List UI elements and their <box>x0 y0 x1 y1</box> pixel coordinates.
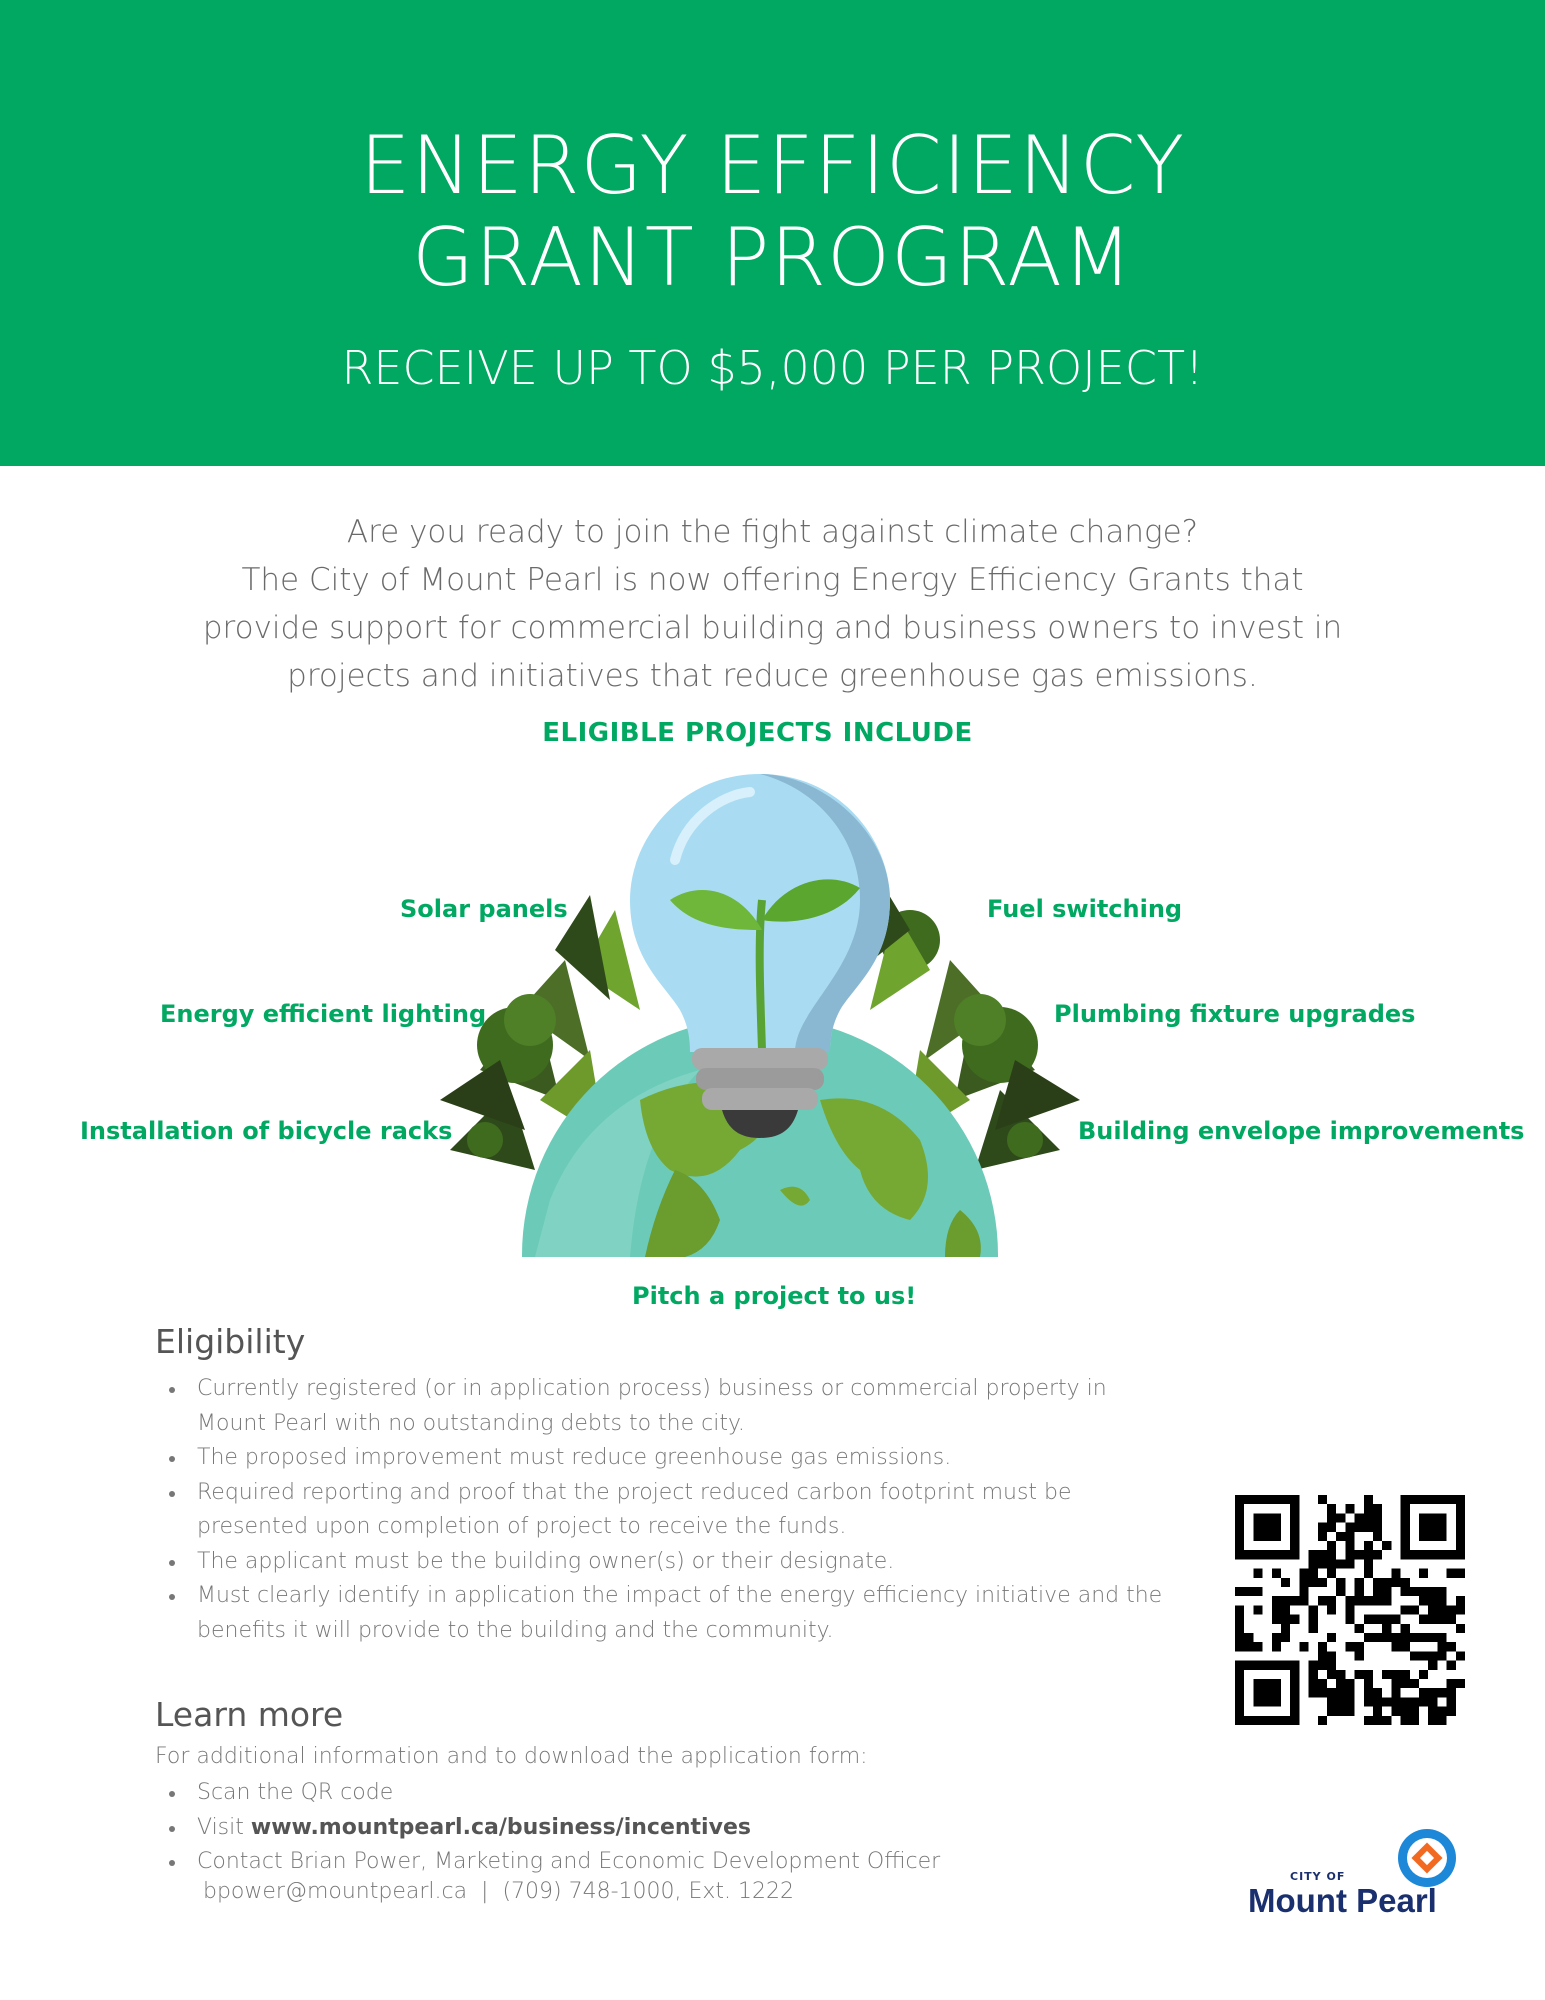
learn-more-list <box>155 1776 1155 1880</box>
eligibility-list <box>155 1372 1165 1648</box>
lightbulb-earth-illustration <box>440 770 1080 1260</box>
eligibility-heading: Eligibility <box>155 1322 306 1361</box>
intro-line-4: projects and initiatives that reduce greenhouse gas emissions. <box>287 658 1258 694</box>
learn-more-heading: Learn more <box>155 1695 344 1734</box>
city-of-mount-pearl-logo <box>1245 1826 1470 1922</box>
pearl-emblem-icon <box>1395 1826 1459 1890</box>
eligible-projects-heading: ELIGIBLE PROJECTS INCLUDE <box>542 718 973 748</box>
intro-paragraph <box>120 508 1425 700</box>
project-solar-panels: Solar panels <box>400 895 568 923</box>
qr-code[interactable] <box>1235 1495 1465 1725</box>
intro-line-2: The City of Mount Pearl is now offering Energy Efficiency Grants that <box>241 562 1304 598</box>
title-line-1: ENERGY EFFICIENCY <box>359 119 1186 212</box>
project-bicycle-racks: Installation of bicycle racks <box>80 1117 453 1145</box>
eligibility-item: The applicant must be the building owner(s) or their designate. <box>155 1545 1165 1580</box>
project-plumbing-fixture-upgrades: Plumbing fixture upgrades <box>1054 1000 1416 1028</box>
incentives-link[interactable]: www.mountpearl.ca/business/incentives <box>250 1814 751 1840</box>
intro-line-3: provide support for commercial building and business owners to invest in <box>202 610 1343 646</box>
contact-details: bpower@mountpearl.ca | (709) 748-1000, Ext. 1222 <box>203 1879 795 1904</box>
eligibility-item: Currently registered (or in application process) business or commercial property in Mount Pearl with no outstanding debts to the city. <box>155 1372 1165 1441</box>
intro-line-1: Are you ready to join the fight against climate change? <box>346 514 1199 550</box>
project-pitch: Pitch a project to us! <box>632 1282 917 1310</box>
learn-more-item-visit <box>155 1811 1155 1846</box>
project-building-envelope: Building envelope improvements <box>1078 1117 1525 1145</box>
logo-name: Mount Pearl <box>1248 1882 1437 1919</box>
eligibility-item: Required reporting and proof that the project reduced carbon footprint must be presented upon completion of project to receive the funds. <box>155 1476 1165 1545</box>
project-fuel-switching: Fuel switching <box>987 895 1183 923</box>
project-energy-efficient-lighting: Energy efficient lighting <box>160 1000 487 1028</box>
title-line-2: GRANT PROGRAM <box>411 211 1134 304</box>
learn-more-lead: For additional information and to download the application form: <box>155 1744 868 1769</box>
eligibility-item: Must clearly identify in application the impact of the energy efficiency initiative and the benefits it will provide to the building and the community. <box>155 1579 1165 1648</box>
page-title <box>0 120 1545 304</box>
logo-city-of: CITY OF <box>1290 1870 1346 1883</box>
learn-more-item-contact: Contact Brian Power, Marketing and Economic Development Officer <box>155 1845 1155 1880</box>
header-banner <box>0 0 1545 466</box>
visit-prefix: Visit <box>197 1814 251 1840</box>
eligibility-item: The proposed improvement must reduce greenhouse gas emissions. <box>155 1441 1165 1476</box>
learn-more-item-scan: Scan the QR code <box>155 1776 1155 1811</box>
grant-amount-subtitle: RECEIVE UP TO $5,000 PER PROJECT! <box>341 341 1204 395</box>
